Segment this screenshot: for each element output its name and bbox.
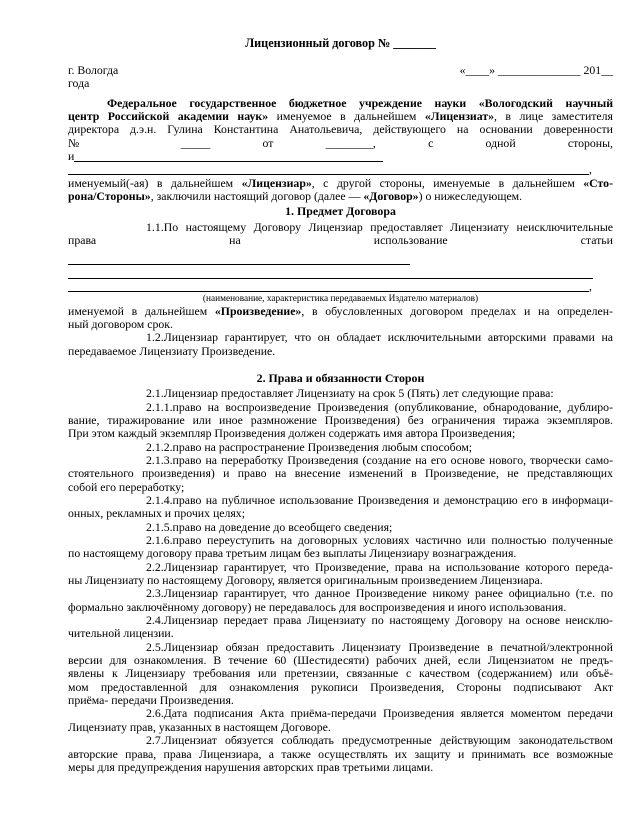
paragraph: [68, 587, 613, 614]
text-line: [68, 137, 613, 150]
text-segment: право на воспроизведение Произведения (опубликование, обнародование, дублиро-: [172, 400, 613, 414]
blank-underline: [68, 281, 589, 292]
paragraph: [68, 401, 613, 441]
text-line: [68, 654, 613, 667]
text-line: [68, 318, 613, 331]
clause-number: 2.1.3.: [146, 453, 173, 467]
fill-in-caption: (наименование, характеристика передаваемых Издателю материалов): [202, 293, 479, 304]
paragraph: [68, 387, 613, 400]
text-segment: № _____ от ________, с одной стороны,: [68, 136, 613, 150]
text-segment: чительной лицензии.: [68, 627, 174, 641]
text-segment: Лицензиат обязуется соблюдать предусмотренные действующим законодательством: [163, 734, 613, 748]
text-segment: , в лице заместителя: [494, 110, 613, 124]
text-line: [68, 401, 613, 414]
text-line: [68, 761, 613, 774]
text-segment: центр Российской академии наук»: [68, 110, 269, 124]
text-segment: собой его переработку;: [68, 480, 185, 494]
text-segment: ный договором срок.: [68, 317, 173, 331]
text-segment: Лицензиар гарантирует, что Произведение, права на использование которого переда-: [163, 560, 613, 574]
blank-line-tail: ,: [589, 280, 592, 294]
text-segment: право переуступить на договорных условиях частично или полностью полученные: [172, 534, 613, 547]
text-segment: По настоящему Договору Лицензиар предоставляет Лицензиату неисключительные: [163, 220, 613, 234]
clause-number: 2.1.4.: [146, 493, 173, 507]
text-line: [68, 534, 613, 547]
text-line: [68, 305, 613, 318]
paragraph: [68, 97, 613, 204]
clause-number: 2.6.: [146, 707, 164, 721]
text-line: [68, 123, 613, 136]
text-segment: Лицензиар гарантирует, что данное Произведение никому ранее официально (т.е. по: [163, 587, 613, 601]
section-heading: 2. Права и обязанности Сторон: [256, 371, 425, 385]
clause-number: 2.2.: [146, 560, 164, 574]
paragraph: [68, 494, 613, 521]
blank-line: [68, 267, 613, 280]
text-line: [68, 547, 613, 560]
text-segment: версии для ознакомления. В течение 60 (Шестидесяти) рабочих дней, если Лицензиатом не предъ-: [68, 654, 613, 668]
text-segment: именуемый(-ая) в дальнейшем: [68, 176, 242, 190]
text-line: [68, 574, 613, 587]
text-line: [68, 748, 613, 761]
clause-number: 2.1.1.: [146, 400, 173, 414]
text-line: [68, 97, 613, 110]
text-line: [68, 221, 613, 234]
paragraph: [68, 614, 613, 641]
text-segment: по настоящему договору права третьим лицам без выплаты Лицензиару вознаграждения.: [68, 547, 517, 561]
text-segment: право на публичное использование Произведения и демонстрацию его в информаци-: [172, 493, 613, 507]
text-segment: , с другой стороны, именуемые в дальнейшем: [311, 176, 584, 190]
text-segment: ) о нижеследующем.: [418, 190, 523, 204]
text-segment: «Сто-: [583, 176, 613, 190]
text-segment: рона/Стороны»: [68, 190, 151, 204]
paragraph: [68, 534, 613, 561]
text-segment: онных, рекламных и прочих целях;: [68, 507, 245, 521]
text-line: [68, 467, 613, 480]
paragraph: [68, 521, 613, 534]
clause-number: 2.5.: [146, 640, 164, 654]
paragraph: [68, 641, 613, 708]
text-line: [68, 494, 613, 507]
clause-number: 2.4.: [146, 614, 164, 628]
paragraph: [68, 561, 613, 588]
clause-number: 2.3.: [146, 587, 164, 601]
text-line: [68, 507, 613, 520]
text-line: [68, 681, 613, 694]
text-segment: стоятельного произведения) и право на внесение изменений в Произведение, не представляющих: [68, 467, 613, 481]
text-line: [68, 694, 613, 707]
text-segment: , в обусловленных договором пределах и на определен-: [301, 304, 613, 318]
clause-number: 2.1.5.: [146, 520, 173, 534]
paragraph: [68, 454, 613, 494]
blank-line: [68, 163, 613, 176]
text-line: [68, 414, 613, 427]
clause-number: 2.1.2.: [146, 440, 173, 454]
text-line: [68, 331, 613, 344]
paragraph: [68, 707, 613, 734]
text-line: [68, 627, 613, 640]
text-segment: именуемое в дальнейшем: [268, 110, 425, 124]
blank-underline: [74, 151, 383, 162]
text-line: [68, 177, 613, 190]
clause-number: 2.7.: [146, 734, 164, 748]
text-segment: директора д.э.н. Гулина Константина Анатольевича, действующего на основании доверенности: [68, 123, 613, 137]
text-segment: Лицензиар передает права Лицензиату по настоящему Договору на основе неисклю-: [163, 614, 613, 628]
text-line: [68, 427, 613, 440]
text-segment: авторские права, права Лицензиара, а также осуществлять их защиту и принимать все возможные: [68, 747, 613, 761]
text-segment: Лицензиар гарантирует, что он обладает исключительными авторскими правами на: [163, 331, 613, 345]
text-line: [68, 587, 613, 600]
blank-line-tail: ,: [589, 163, 592, 177]
text-line: [68, 707, 613, 720]
text-line: [68, 601, 613, 614]
text-segment: вание, тиражирование или иное размножение Произведения) без ограничения тиража экземпляров.: [68, 413, 613, 427]
text-segment: право на доведение до всеобщего сведения;: [172, 520, 393, 534]
document-title: Лицензионный договор № _______: [245, 36, 436, 50]
place-date-row: [68, 64, 613, 77]
text-segment: явлены к Лицензиару требования или претензии, связанные с качеством (содержанием) или объё-: [68, 667, 613, 681]
paragraph: [68, 734, 613, 774]
text-line: [68, 345, 613, 358]
paragraph: [68, 441, 613, 454]
blank-underline: [68, 254, 410, 265]
section-heading: 1. Предмет Договора: [285, 205, 396, 219]
document-body: [68, 97, 613, 775]
text-segment: При этом каждый экземпляр Произведения должен содержать имя автора Произведения;: [68, 427, 516, 441]
blank-underline: [68, 268, 593, 279]
text-segment: , заключили настоящий договор (далее —: [150, 190, 364, 204]
clause-number: 1.1.: [146, 220, 164, 234]
place-city: г. Вологда: [68, 63, 119, 77]
blank-line: [68, 253, 613, 266]
text-line: [68, 454, 613, 467]
text-segment: «Лицензиар»: [241, 176, 312, 190]
paragraph: [68, 221, 613, 331]
text-line: [68, 641, 613, 654]
clause-number: 2.1.: [146, 387, 164, 401]
blank-line: [68, 150, 613, 163]
text-segment: право на переработку Произведения (создание на его основе нового, творчески само-: [172, 453, 613, 467]
text-segment: Лицензиар обязан предоставить Лицензиату Произведение в печатной/электронной: [163, 640, 613, 654]
text-segment: Лицензиар предоставляет Лицензиату на срок 5 (Пять) лет следующие права:: [163, 387, 554, 401]
text-segment: меры для предупреждения нарушения авторских прав третьими лицами.: [68, 760, 434, 774]
paragraph: [68, 331, 613, 358]
text-segment: формально заключённому договору) не передавалось для воспроизведения и иного использования.: [68, 600, 567, 614]
clause-number: 2.1.6.: [146, 534, 173, 547]
text-line: [68, 110, 613, 123]
text-segment: Федеральное государственное бюджетное учреждение науки «Вологодский научный: [107, 96, 613, 110]
blank-line: [68, 280, 613, 293]
text-segment: «Договор»: [363, 190, 419, 204]
text-line: [68, 721, 613, 734]
text-line: [68, 734, 613, 747]
text-line: [68, 234, 613, 247]
text-line: [68, 387, 613, 400]
text-segment: передаваемое Лицензиату Произведение.: [68, 344, 276, 358]
text-line: [68, 614, 613, 627]
text-segment: мом предоставленной для ознакомления рукописи Произведения, Стороны подписывают Акт: [68, 680, 613, 694]
clause-number: 1.2.: [146, 331, 164, 345]
blank-line-prefix: и: [68, 150, 75, 164]
text-segment: «Произведение»: [214, 304, 302, 318]
text-segment: Дата подписания Акта приёма-передачи Произведения является моментом передачи: [163, 707, 613, 721]
date-blank: «____» ______________ 201__: [459, 63, 613, 77]
text-line: [68, 481, 613, 494]
vertical-gap: [68, 358, 613, 370]
text-line: [68, 561, 613, 574]
text-line: [68, 667, 613, 680]
year-word: года: [68, 77, 90, 91]
blank-underline: [68, 164, 589, 175]
text-segment: «Лицензиат»: [424, 110, 495, 124]
text-segment: приёма- передачи Произведения.: [68, 694, 234, 708]
text-segment: ны Лицензиату по настоящему Договору, является оригинальным произведением Лицензиара.: [68, 574, 543, 588]
text-segment: право на распространение Произведения любым способом;: [172, 440, 473, 454]
text-line: [68, 441, 613, 454]
text-segment: права на использование статьи: [68, 234, 613, 248]
text-line: [68, 190, 613, 203]
text-line: [68, 521, 613, 534]
text-segment: Лицензиату прав, указанных в настоящем Договоре.: [68, 720, 331, 734]
document-content: [68, 36, 613, 774]
text-segment: именуемой в дальнейшем: [68, 304, 215, 318]
